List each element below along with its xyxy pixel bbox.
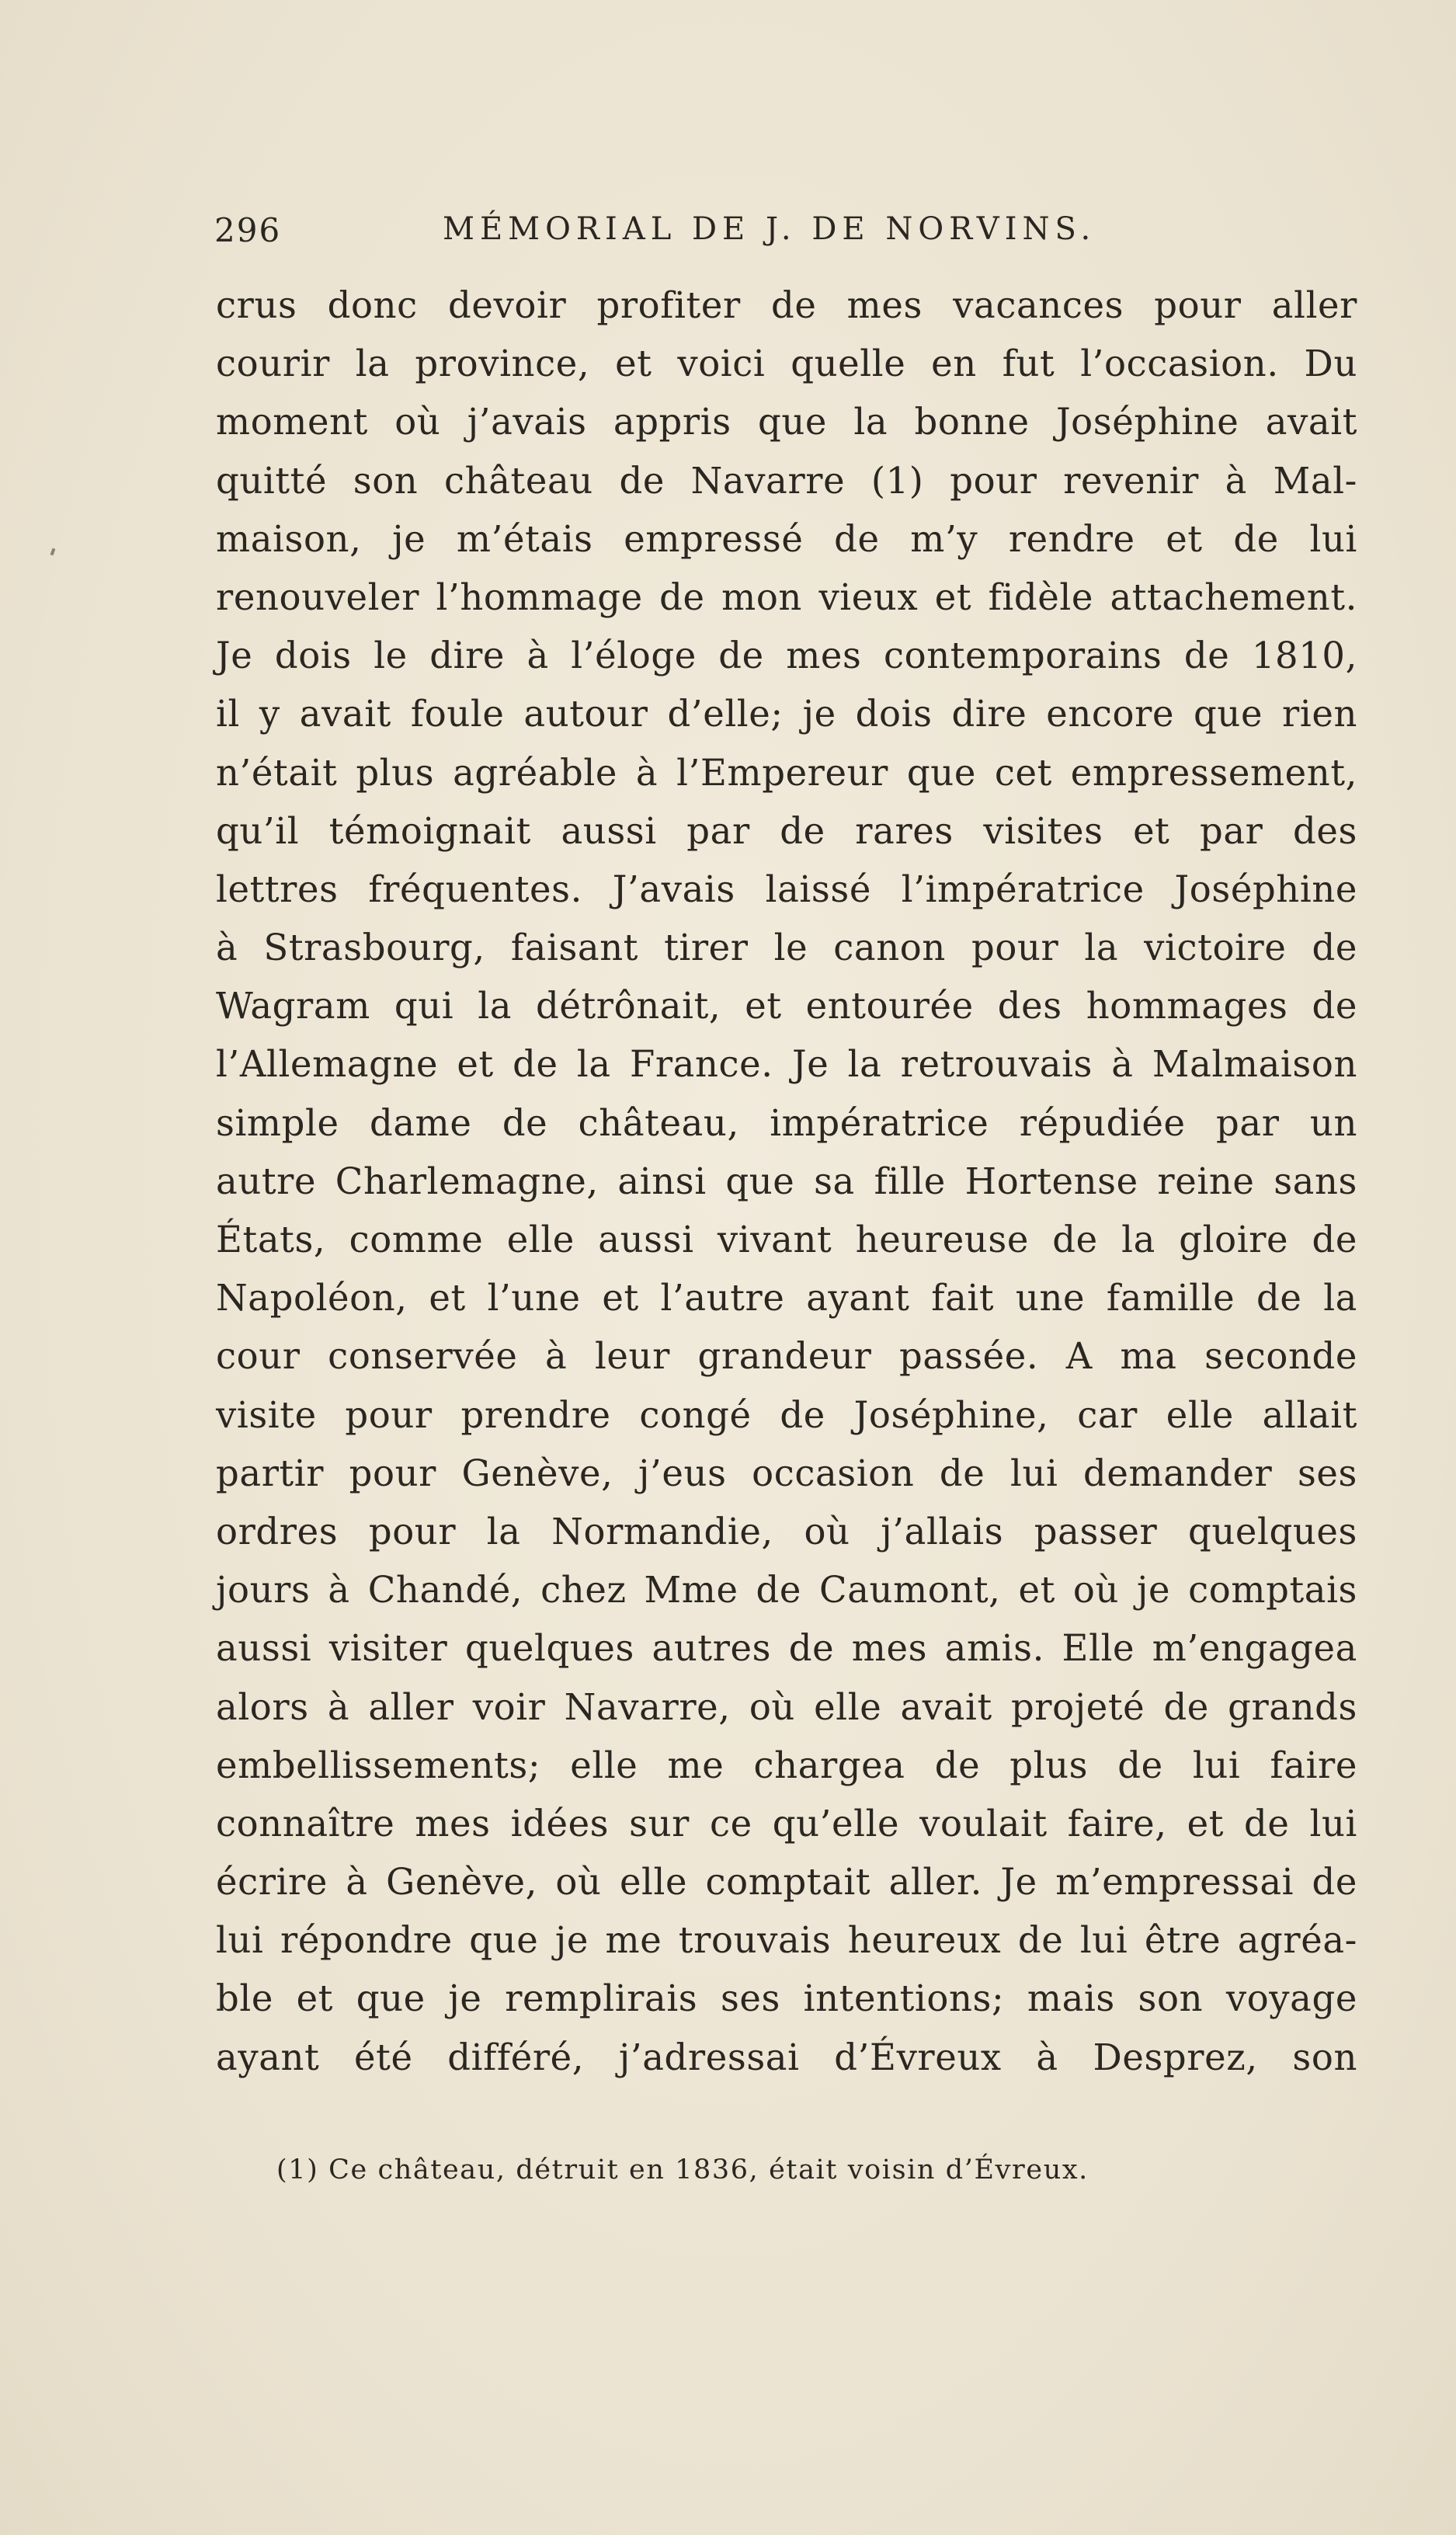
text-line: Je dois le dire à l’éloge de mes contemporains de 1810, [216,635,1357,677]
text-line: courir la province, et voici quelle en fut l’occasion. Du [216,343,1357,385]
running-title: MÉMORIAL DE J. DE NORVINS. [443,211,1096,247]
text-line: simple dame de château, impératrice répudiée par un [216,1101,1357,1144]
running-head [214,211,1115,258]
text-line: il y avait foule autour d’elle; je dois dire encore que rien [216,693,1357,735]
text-line: ayant été différé, j’adressai d’Évreux à Desprez, son [216,2036,1357,2078]
body-text [216,276,1357,2087]
text-line: embellissements; elle me chargea de plus de lui faire [216,1744,1357,1786]
text-line: l’Allemagne et de la France. Je la retrouvais à Malmaison [216,1043,1357,1086]
text-line: n’était plus agréable à l’Empereur que cet empressement, [216,751,1357,794]
text-line: Napoléon, et l’une et l’autre ayant fait une famille de la [216,1277,1357,1320]
footnote: (1) Ce château, détruit en 1836, était voisin d’Évreux. [276,2154,1089,2186]
text-line: moment où j’avais appris que la bonne Joséphine avait [216,401,1357,443]
text-line: à Strasbourg, faisant tirer le canon pour la victoire de [216,927,1357,969]
text-line: jours à Chandé, chez Mme de Caumont, et où je comptais [216,1569,1357,1612]
text-line: crus donc devoir profiter de mes vacances pour aller [216,284,1357,326]
stray-ink-mark [50,548,56,556]
text-line: connaître mes idées sur ce qu’elle voulait faire, et de lui [216,1802,1357,1845]
text-line: ble et que je remplirais ses intentions; mais son voyage [216,1977,1357,2020]
text-line: cour conservée à leur grandeur passée. A ma seconde [216,1335,1357,1378]
text-line: alors à aller voir Navarre, où elle avait projeté de grands [216,1685,1357,1728]
text-line: quitté son château de Navarre (1) pour revenir à Mal- [216,459,1357,502]
text-line: visite pour prendre congé de Joséphine, car elle allait [216,1393,1357,1436]
text-line: aussi visiter quelques autres de mes amis. Elle m’engagea [216,1627,1357,1670]
text-line: lettres fréquentes. J’avais laissé l’impératrice Joséphine [216,868,1357,910]
text-line: écrire à Genève, où elle comptait aller. Je m’empressai de [216,1861,1357,1904]
page-number: 296 [214,211,282,249]
text-line: Wagram qui la détrônait, et entourée des hommages de [216,985,1357,1028]
text-line: lui répondre que je me trouvais heureux de lui être agréa- [216,1919,1357,1962]
text-line: maison, je m’étais empressé de m’y rendre et de lui [216,517,1357,560]
text-line: qu’il témoignait aussi par de rares visites et par des [216,809,1357,852]
text-line: partir pour Genève, j’eus occasion de lui demander ses [216,1452,1357,1494]
text-line: renouveler l’hommage de mon vieux et fidèle attachement. [216,576,1357,618]
text-line: ordres pour la Normandie, où j’allais passer quelques [216,1510,1357,1553]
text-line: États, comme elle aussi vivant heureuse de la gloire de [216,1219,1357,1261]
text-line: autre Charlemagne, ainsi que sa fille Hortense reine sans [216,1160,1357,1202]
